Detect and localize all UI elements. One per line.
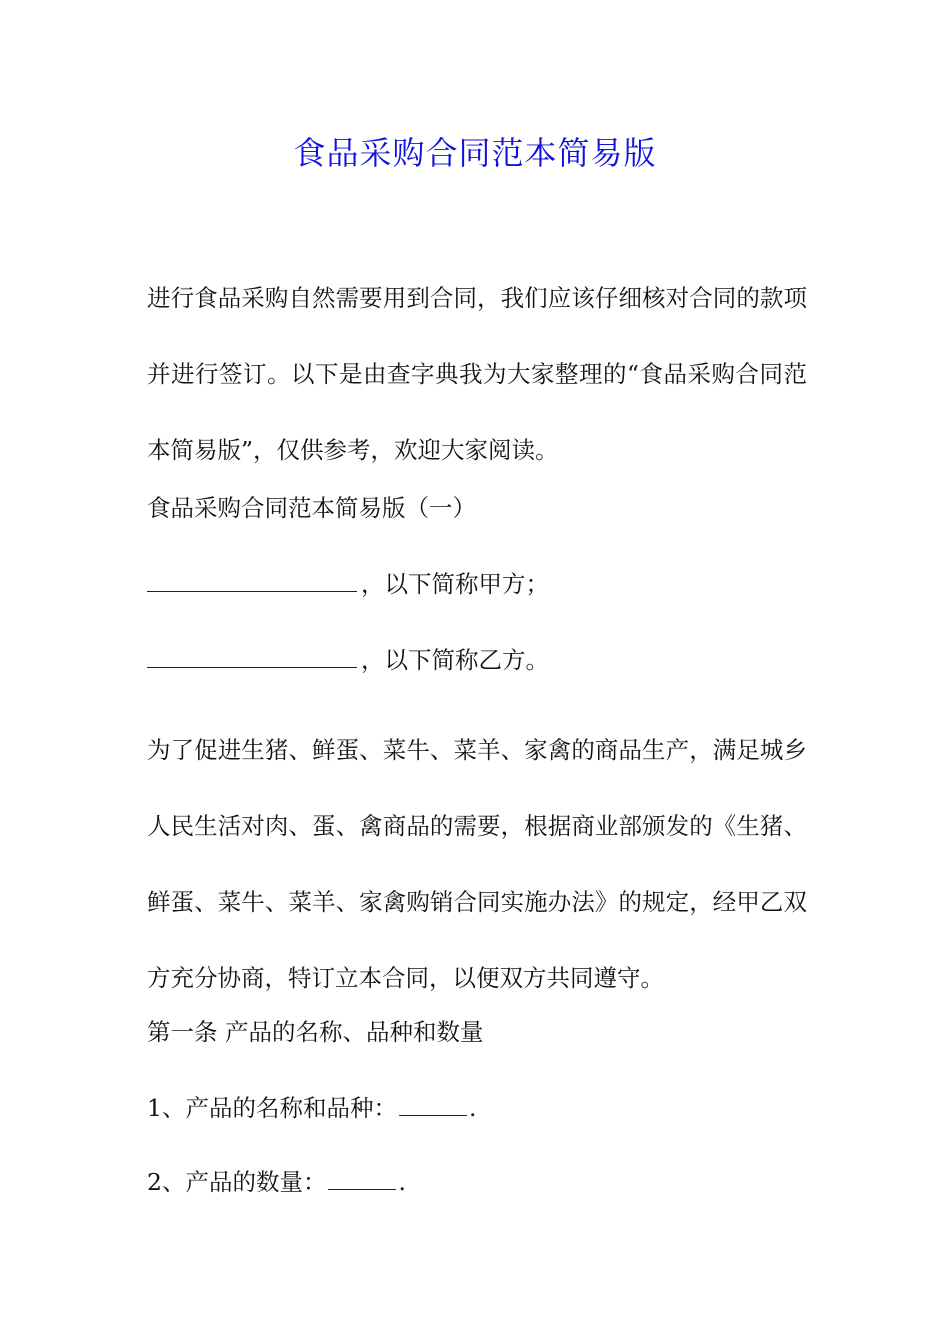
party-b-suffix: ，以下简称乙方。 xyxy=(361,646,549,674)
item-2-line xyxy=(147,1162,807,1202)
party-a-line xyxy=(147,564,807,604)
item-2-blank xyxy=(328,1171,396,1190)
item-1-label: 1、产品的名称和品种： xyxy=(147,1094,397,1122)
party-b-blank xyxy=(147,649,357,668)
item-2-end: . xyxy=(398,1168,406,1196)
item-1-blank xyxy=(399,1097,467,1116)
item-2-label: 2、产品的数量： xyxy=(147,1168,327,1196)
intro-paragraph: 进行食品采购自然需要用到合同，我们应该仔细核对合同的款项并进行签订。以下是由查字典我为大家整理的“食品采购合同范本简易版”，仅供参考，欢迎大家阅读。 xyxy=(147,284,807,464)
party-a-suffix: ，以下简称甲方； xyxy=(361,570,549,598)
article-one-heading: 第一条 产品的名称、品种和数量 xyxy=(147,1018,484,1046)
purpose-paragraph: 为了促进生猪、鲜蛋、菜牛、菜羊、家禽的商品生产，满足城乡人民生活对肉、蛋、禽商品的需要，根据商业部颁发的《生猪、鲜蛋、菜牛、菜羊、家禽购销合同实施办法》的规定，经甲乙双方充分协商，特订立本合同，以便双方共同遵守。 xyxy=(147,736,807,992)
item-1-line xyxy=(147,1088,807,1128)
party-a-blank xyxy=(147,573,357,592)
item-1-end: . xyxy=(468,1094,477,1122)
section-heading: 食品采购合同范本简易版（一） xyxy=(147,494,476,522)
document-title: 食品采购合同范本简易版 xyxy=(293,134,657,172)
party-b-line xyxy=(147,640,807,680)
